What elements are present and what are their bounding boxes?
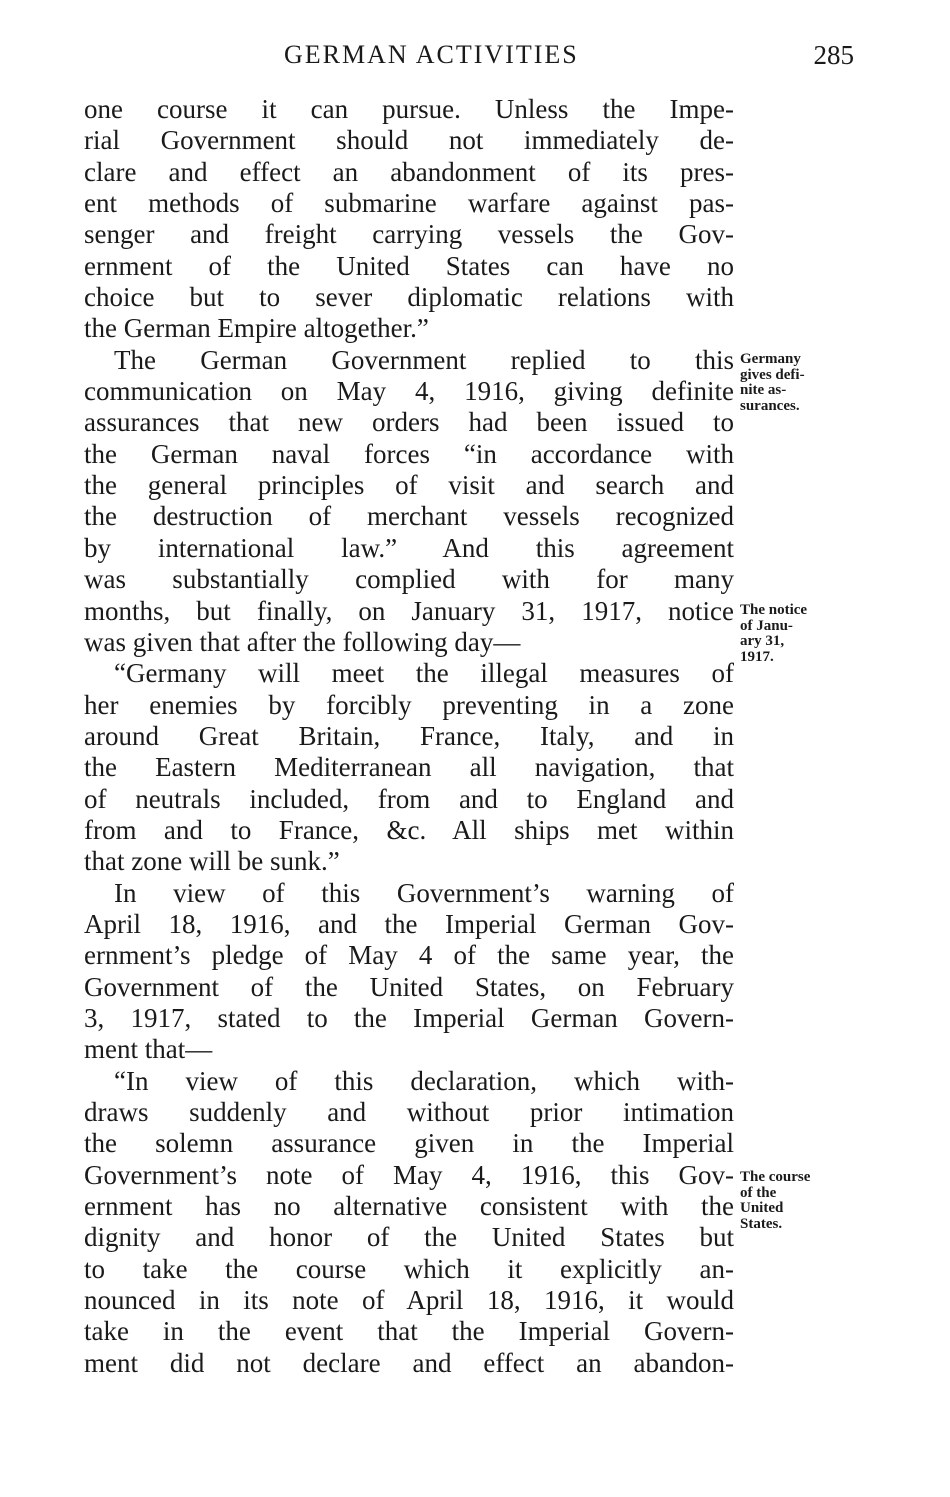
page-number: 285	[813, 40, 854, 70]
text-line: take in the event that the Imperial Govern-	[84, 1316, 734, 1347]
margin-note-line: Germany	[740, 351, 801, 367]
text-line: In view of this Government’s warning of	[114, 877, 734, 908]
margin-note-line: of the	[740, 1184, 777, 1201]
text-line: ment did not declare and effect an abandon-	[84, 1347, 734, 1378]
text-line: April 18, 1916, and the Imperial German Gov-	[84, 908, 734, 939]
running-head	[84, 38, 854, 72]
margin-note-line: States.	[740, 1215, 783, 1232]
text-line: one course it can pursue. Unless the Impe-	[84, 94, 734, 124]
text-line: ernment’s pledge of May 4 of the same year, the	[84, 940, 734, 971]
margin-note-line: nite as-	[740, 382, 787, 398]
text-line: ent methods of submarine warfare against pas-	[84, 188, 734, 219]
margin-note-course	[740, 1170, 860, 1232]
margin-note-line: 1917.	[740, 648, 774, 665]
margin-note-line: The notice	[740, 602, 808, 618]
text-line: by international law.” And this agreement	[84, 532, 734, 563]
margin-note-notice	[740, 603, 860, 665]
text-line: choice but to sever diplomatic relations with	[84, 282, 734, 313]
text-line: The German Government replied to this	[114, 344, 734, 375]
margin-note-line: of Janu-	[740, 617, 793, 634]
text-line: to take the course which it explicitly an-	[84, 1253, 734, 1284]
text-line: around Great Britain, France, Italy, and in	[84, 720, 734, 751]
text-line: her enemies by forcibly preventing in a zone	[84, 689, 734, 720]
text-line: assurances that new orders had been issued to	[84, 407, 734, 438]
text-line: the general principles of visit and search and	[84, 470, 734, 501]
text-line: clare and effect an abandonment of its pres-	[84, 156, 734, 187]
text-line: ment that—	[84, 1034, 213, 1065]
text-line: Government of the United States, on February	[84, 971, 734, 1002]
text-line: 3, 1917, stated to the Imperial German Govern-	[84, 1002, 734, 1033]
margin-note-line: surances.	[740, 397, 800, 414]
text-line: from and to France, &c. All ships met within	[84, 814, 734, 845]
text-line: the solemn assurance given in the Imperial	[84, 1128, 734, 1159]
text-line: the destruction of merchant vessels recognized	[84, 501, 734, 532]
text-line: that zone will be sunk.”	[84, 846, 340, 877]
text-line: ernment has no alternative consistent with the	[84, 1191, 734, 1222]
text-line: of neutrals included, from and to England and	[84, 783, 734, 814]
text-line: Government’s note of May 4, 1916, this Gov-	[84, 1159, 734, 1190]
text-line: the German naval forces “in accordance with	[84, 438, 734, 469]
margin-note-line: ary 31,	[740, 633, 785, 649]
text-line: was given that after the following day—	[84, 626, 521, 657]
running-title: GERMAN ACTIVITIES	[284, 40, 579, 69]
body-text	[84, 94, 734, 1379]
text-line: communication on May 4, 1916, giving definite	[84, 376, 734, 407]
margin-note-line: The course	[740, 1169, 811, 1185]
text-line: “In view of this declaration, which with-	[114, 1065, 734, 1096]
text-line: the German Empire altogether.”	[84, 313, 429, 344]
text-line: senger and freight carrying vessels the Gov-	[84, 219, 734, 250]
margin-note-line: gives defi-	[740, 366, 805, 383]
text-line: dignity and honor of the United States but	[84, 1222, 734, 1253]
text-line: months, but finally, on January 31, 1917, notice	[84, 595, 734, 626]
margin-note-assurances	[740, 352, 860, 414]
text-line: nounced in its note of April 18, 1916, it would	[84, 1285, 734, 1316]
text-line: “Germany will meet the illegal measures of	[114, 658, 734, 689]
text-line: rial Government should not immediately de-	[84, 125, 734, 156]
text-line: was substantially complied with for many	[84, 564, 734, 595]
margin-note-line: United	[740, 1200, 784, 1216]
text-line: the Eastern Mediterranean all navigation, that	[84, 752, 734, 783]
text-line: ernment of the United States can have no	[84, 250, 734, 281]
text-line: draws suddenly and without prior intimation	[84, 1097, 734, 1127]
